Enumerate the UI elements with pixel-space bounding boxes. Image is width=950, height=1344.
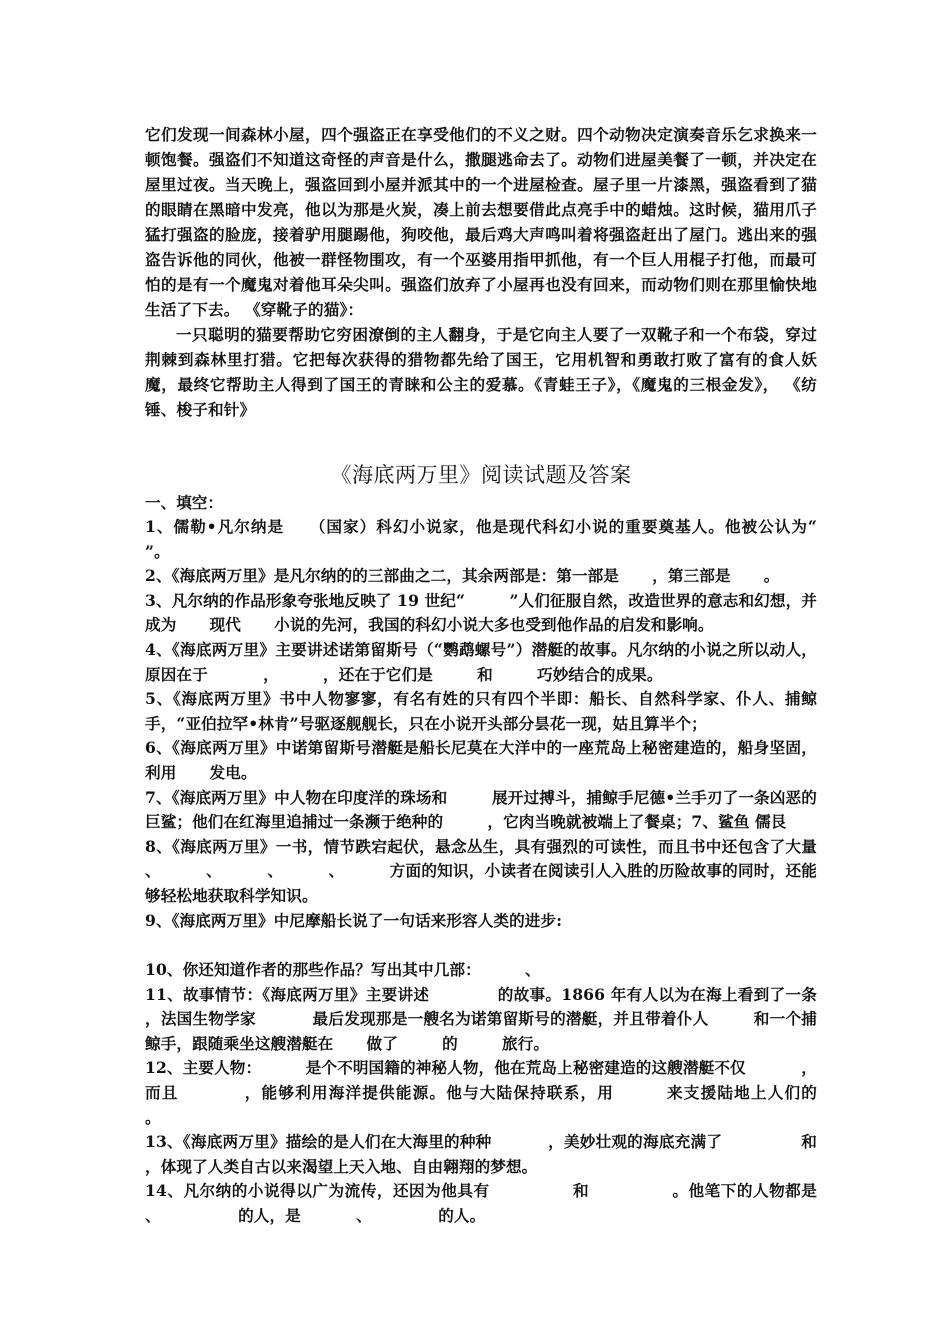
question-14: 14、凡尔纳的小说得以广为流传，还因为他具有 和 。他笔下的人物都是 、 的人，是 、 的人。 — [145, 1181, 895, 1226]
document-page — [145, 122, 895, 1229]
question-10: 10、你还知道作者的那些作品？写出其中几部： 、 — [145, 960, 541, 980]
question-13: 13、《海底两万里》描绘的是人们在大海里的种种 ，美妙壮观的海底充满了 和 ，体现了人类自古以来渴望上天入地、自由翱翔的梦想。 — [145, 1132, 895, 1176]
question-4: 4、《海底两万里》主要讲述诺第留斯号（“鹦鹉螺号”）潜艇的故事。凡尔纳的小说之所以动人，原因在于 ， ，还在于它们是 和 巧妙结合的成果。 — [145, 639, 817, 684]
question-9: 9、《海底两万里》中尼摩船长说了一句话来形容人类的进步: — [145, 910, 563, 930]
question-12: 12、主要人物： 是个不明国籍的神秘人物，他在荒岛上秘密建造的这艘潜艇不仅 ，而且 ，能够利用海洋提供能源。他与大陆保持联系，用 来支援陆地上人们的 。 — [145, 1058, 873, 1127]
question-6: 6、《海底两万里》中诺第留斯号潜艇是船长尼莫在大洋中的一座荒岛上秘密建造的，船身坚固，利用 发电。 — [145, 738, 817, 782]
question-7: 7、《海底两万里》中人物在印度洋的珠场和 展开过搏斗，捕鲸手尼德•兰手刃了一条凶恶的巨鲨；他们在红海里追捕过一条濒于绝种的 ，它肉当晚就被端上了餐桌；7、鲨鱼 儒艮 — [145, 787, 817, 832]
question-2: 2、《海底两万里》是凡尔纳的的三部曲之二，其余两部是：第一部是 ，第三部是 。 — [145, 566, 780, 586]
section-heading: 一、填空： — [145, 493, 223, 512]
question-11: 11、故事情节：《海底两万里》主要讲述 的故事。1866 年有人以为在海上看到了一条 ，法国生物学家 最后发现那是一艘名为诺第留斯号的潜艇，并且带着仆人 和一个捕鲸手，跟随乘坐这艘潜艇在 做了 的 旅行。 — [145, 984, 862, 1053]
story-paragraph-1: 它们发现一间森林小屋，四个强盗正在享受他们的不义之财。四个动物决定演奏音乐乞求换来一顿饱餐。强盗们不知道这奇怪的声音是什么，撒腿逃命去了。动物们进屋美餐了一顿，并决定在屋里过夜。当天晚上，强盗回到小屋并派其中的一个进屋检查。屋子里一片漆黑，强盗看到了猫的眼睛在黑暗中发亮，他以为那是火炭，凑上前去想要借此点亮手中的蜡烛。这时候，猫用爪子猛打强盗的脸庞，接着驴用腿踢他，狗咬他，最后鸡大声鸣叫着将强盗赶出了屋门。逃出来的强盗告诉他的同伙，他被一群怪物围攻，有一个巫婆用指甲抓他，有一个巨人用棍子打他，而最可怕的是有一个魔鬼对着他耳朵尖叫。强盗们放弃了小屋再也没有回来，而动物们则在那里愉快地生活了下去。 《穿靴子的猫》： — [145, 125, 817, 319]
question-8: 8、《海底两万里》一书，情节跌宕起伏，悬念丛生，具有强烈的可读性，而且书中还包含了大量 、 、 、 、 方面的知识，小读者在阅读引人入胜的历险故事的同时，还能够轻松地获取科学知识。 — [145, 836, 851, 905]
question-list — [145, 515, 895, 1229]
section-gap — [145, 422, 817, 460]
question-5: 5、《海底两万里》书中人物寥寥，有名有姓的只有四个半即：船长、自然科学家、仆人、捕鲸手，“亚伯拉罕•林肯”号驱逐舰舰长，只在小说开头部分昙花一现，姑且算半个； — [145, 689, 817, 733]
quiz-title: 《海底两万里》阅读试题及答案 — [330, 463, 632, 487]
story-paragraph-2: 一只聪明的猫要帮助它穷困潦倒的主人翻身，于是它向主人要了一双靴子和一个布袋，穿过荆棘到森林里打猎。它把每次获得的猎物都先给了国王，它用机智和勇敢打败了富有的食人妖魔，最终它帮助主人得到了国王的青睐和公主的爱慕。《青蛙王子》，《魔鬼的三根金发》， 《纺锤、梭子和针》 — [145, 325, 817, 419]
question-1: 1、儒勒•凡尔纳是 （国家）科幻小说家，他是现代科幻小说的重要奠基人。他被公认为“ ”。 — [145, 517, 840, 561]
question-3: 3、凡尔纳的作品形象夸张地反映了 19 世纪“ ”人们征服自然，改造世界的意志和幻想，并成为 现代 小说的先河，我国的科幻小说大多也受到他作品的启发和影响。 — [145, 590, 817, 635]
